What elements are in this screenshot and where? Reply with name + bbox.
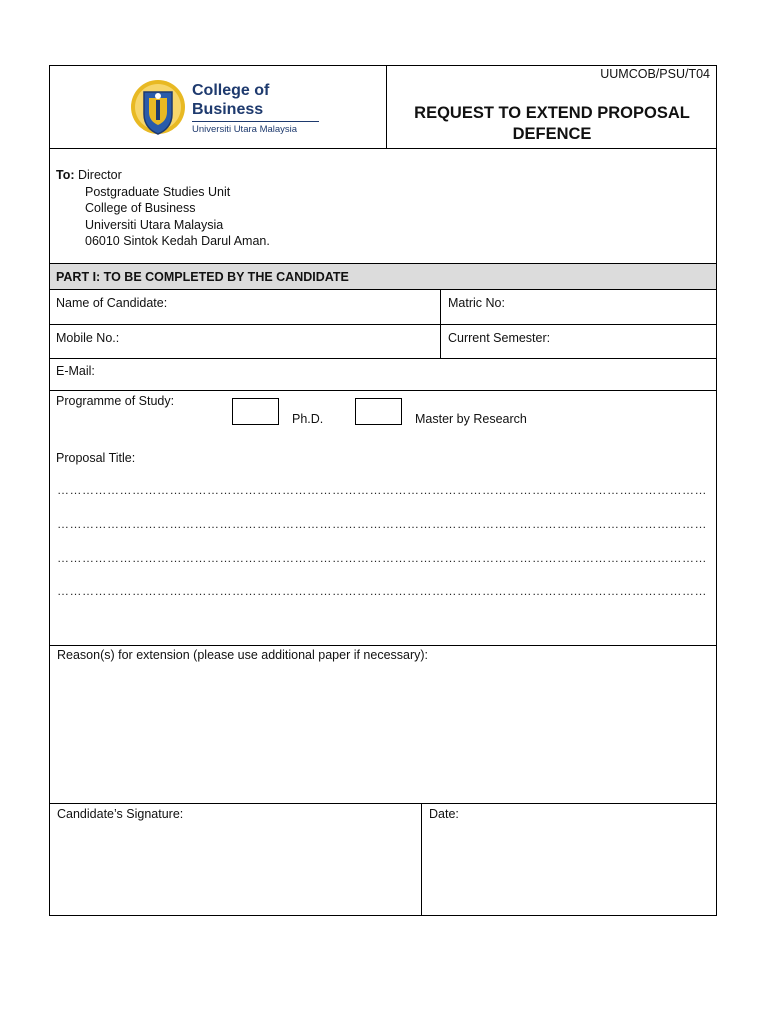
master-by-research-option-label: Master by Research xyxy=(415,412,527,426)
date-field[interactable] xyxy=(422,803,717,916)
header-bottom-rule xyxy=(50,148,716,149)
email-label: E-Mail: xyxy=(56,364,95,378)
form-title-line-1: REQUEST TO EXTEND PROPOSAL xyxy=(414,104,690,122)
rule-after-email xyxy=(50,390,716,391)
recipient-line-4: Universiti Utara Malaysia xyxy=(85,217,224,232)
uum-crest-icon xyxy=(130,70,190,144)
matric-no-label: Matric No: xyxy=(448,296,505,310)
candidate-signature-label: Candidate’s Signature: xyxy=(57,807,184,821)
proposal-title-line-2[interactable]: ………………………………………………………………………………………………………………………………………… xyxy=(57,517,707,531)
programme-of-study-label: Programme of Study: xyxy=(56,394,175,408)
document-code: UUMCOB/PSU/T04 xyxy=(600,67,710,81)
phd-checkbox[interactable] xyxy=(232,398,279,425)
date-label: Date: xyxy=(429,807,459,821)
mobile-no-label: Mobile No.: xyxy=(56,331,120,345)
mobile-no-field[interactable] xyxy=(50,324,440,358)
name-of-candidate-label: Name of Candidate: xyxy=(56,296,168,310)
candidate-signature-field[interactable] xyxy=(50,803,421,916)
recipient-address xyxy=(56,167,270,250)
master-by-research-checkbox[interactable] xyxy=(355,398,402,425)
part1-heading: PART I: TO BE COMPLETED BY THE CANDIDATE xyxy=(56,270,349,284)
recipient-line-2: Postgraduate Studies Unit xyxy=(85,184,231,199)
recipient-line-3: College of Business xyxy=(85,201,196,215)
proposal-title-label: Proposal Title: xyxy=(56,451,136,465)
proposal-title-line-3[interactable]: ………………………………………………………………………………………………………………………………………… xyxy=(57,551,707,565)
part1-heading-bar xyxy=(50,263,716,290)
form-title xyxy=(387,103,717,145)
name-of-candidate-field[interactable] xyxy=(50,290,440,324)
logo-text-university: Universiti Utara Malaysia xyxy=(192,124,298,135)
to-label: To: xyxy=(56,168,75,182)
email-field[interactable] xyxy=(50,358,717,390)
proposal-title-line-4[interactable]: ………………………………………………………………………………………………………………………………………… xyxy=(57,584,707,598)
recipient-line-5: 06010 Sintok Kedah Darul Aman. xyxy=(85,234,270,248)
reason-for-extension-label: Reason(s) for extension (please use additional paper if necessary): xyxy=(57,648,429,662)
current-semester-label: Current Semester: xyxy=(448,331,551,345)
reason-for-extension-field[interactable] xyxy=(50,645,717,803)
matric-no-field[interactable] xyxy=(441,290,717,324)
logo-text-business: Business xyxy=(192,101,264,118)
request-form xyxy=(49,65,717,916)
recipient-line-1: Director xyxy=(78,168,122,182)
college-logo xyxy=(130,70,330,144)
logo-text-college: College of xyxy=(192,82,270,99)
phd-option-label: Ph.D. xyxy=(292,412,324,426)
current-semester-field[interactable] xyxy=(441,324,717,358)
logo-divider xyxy=(192,121,319,122)
proposal-title-line-1[interactable]: ………………………………………………………………………………………………………………………………………… xyxy=(57,483,707,497)
form-title-line-2: DEFENCE xyxy=(512,125,592,143)
